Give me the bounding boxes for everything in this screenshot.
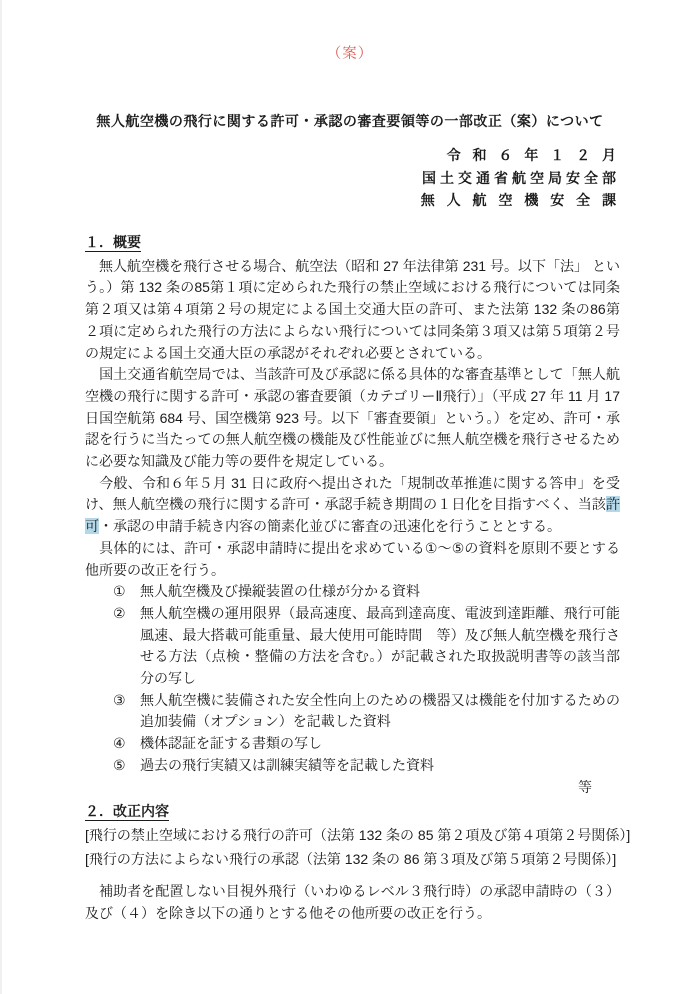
section1-heading-text: １．概要 — [85, 234, 141, 250]
highlighted-text: 許可 — [85, 496, 620, 535]
section2-bracket-1: [飛行の禁止空域における飛行の許可（法第 132 条の 85 第２項及び第４項第２号関係）] — [85, 826, 631, 843]
section2-heading-text: ２．改正内容 — [85, 803, 169, 820]
list-item — [85, 755, 620, 777]
list-item — [85, 603, 620, 690]
list-item-text: 無人航空機に装備された安全性向上のための機器又は機能を付加するための追加装備（オプション）を記載した資料 — [140, 691, 620, 730]
list-item-text: 無人航空機及び操縦装置の仕様が分かる資料 — [140, 583, 420, 600]
list-item-text: 機体認証を証する書類の写し — [140, 735, 322, 752]
list-item-number: ① — [113, 583, 126, 600]
etc-label: 等 — [578, 778, 592, 795]
org-department: 国土交通省航空局安全部 — [422, 169, 620, 186]
org-division: 無 人 航 空 機 安 全 課 — [420, 192, 620, 208]
list-item-number: ⑤ — [113, 756, 126, 773]
page-title: 無人航空機の飛行に関する許可・承認の審査要領等の一部改正（案）について — [96, 113, 604, 129]
document-body — [85, 232, 631, 924]
section2-heading — [85, 801, 620, 823]
section1-paragraph-1: 無人航空機を飛行させる場合、航空法（昭和 27 年法律第 231 号。以下「法」 という。）第 132 条の85第１項に定められた飛行の禁止空域における飛行については同条第２項又は第４項第２号の規定による国土交通大臣の許可、また法第 132 条の86第２項に定められた飛行の方法によらない飛行については同条第３項又は第５項第２号の規定による国土交通大臣の承認がそれぞれ必要とされている。 — [85, 257, 620, 361]
list-item-number: ③ — [113, 691, 126, 708]
list-item — [85, 733, 620, 755]
document-list — [85, 581, 620, 776]
byline-block — [421, 144, 620, 212]
section1-heading — [85, 232, 620, 254]
list-item-text: 過去の飛行実績又は訓練実績等を記載した資料 — [140, 756, 434, 773]
list-item-text: 無人航空機の運用限界（最高速度、最高到達高度、電波到達距離、飛行可能風速、最大搭載可能重量、最大使用可能時間 等）及び無人航空機を飛行させる方法（点検・整備の方法を含む。）が記載された取扱説明書等の該当部分の写し — [140, 604, 620, 687]
section1-paragraph-3 — [85, 473, 620, 538]
section1-paragraph-2: 国土交通省航空局では、当該許可及び承認に係る具体的な審査基準として「無人航空機の飛行に関する許可・承認の審査要領（カテゴリーⅡ飛行）」（平成 27 年 11 月 17 日国空航第 684 号、国空機第 923 号。以下「審査要領」という。）を定め、許可・承認を行うに当たっての無人航空機の機能及び性能並びに無人航空機を飛行させるために必要な知識及び能力等の要件を規定している。 — [85, 366, 620, 470]
section1-paragraph-4: 具体的には、許可・承認申請時に提出を求めている①～⑤の資料を原則不要とする他所要の改正を行う。 — [85, 539, 620, 578]
list-item-number: ② — [113, 604, 126, 621]
section2-bracket-2: [飛行の方法によらない飛行の承認（法第 132 条の 86 第３項及び第５項第２号関係）] — [85, 851, 617, 868]
section2-paragraph-1: 補助者を配置しない目視外飛行（いわゆるレベル３飛行時）の承認申請時の（３）及び（４）を除き以下の通りとする他その他所要の改正を行う。 — [85, 882, 620, 921]
list-item — [85, 581, 620, 603]
paragraph-3-before: 今般、令和６年５月 31 日に政府へ提出された「規制改革推進に関する答申」を受け、無人航空機の飛行に関する許可・承認手続き期間の１日化を目指すべく、当該 — [85, 474, 620, 513]
list-item-number: ④ — [113, 735, 126, 752]
paragraph-3-after: ・承認の申請手続き内容の簡素化並びに審査の迅速化を行うこととする。 — [99, 518, 561, 535]
date-line: 令 和 ６ 年 １ ２ 月 — [446, 147, 620, 163]
list-item — [85, 690, 620, 733]
draft-stamp: （案） — [326, 46, 374, 62]
